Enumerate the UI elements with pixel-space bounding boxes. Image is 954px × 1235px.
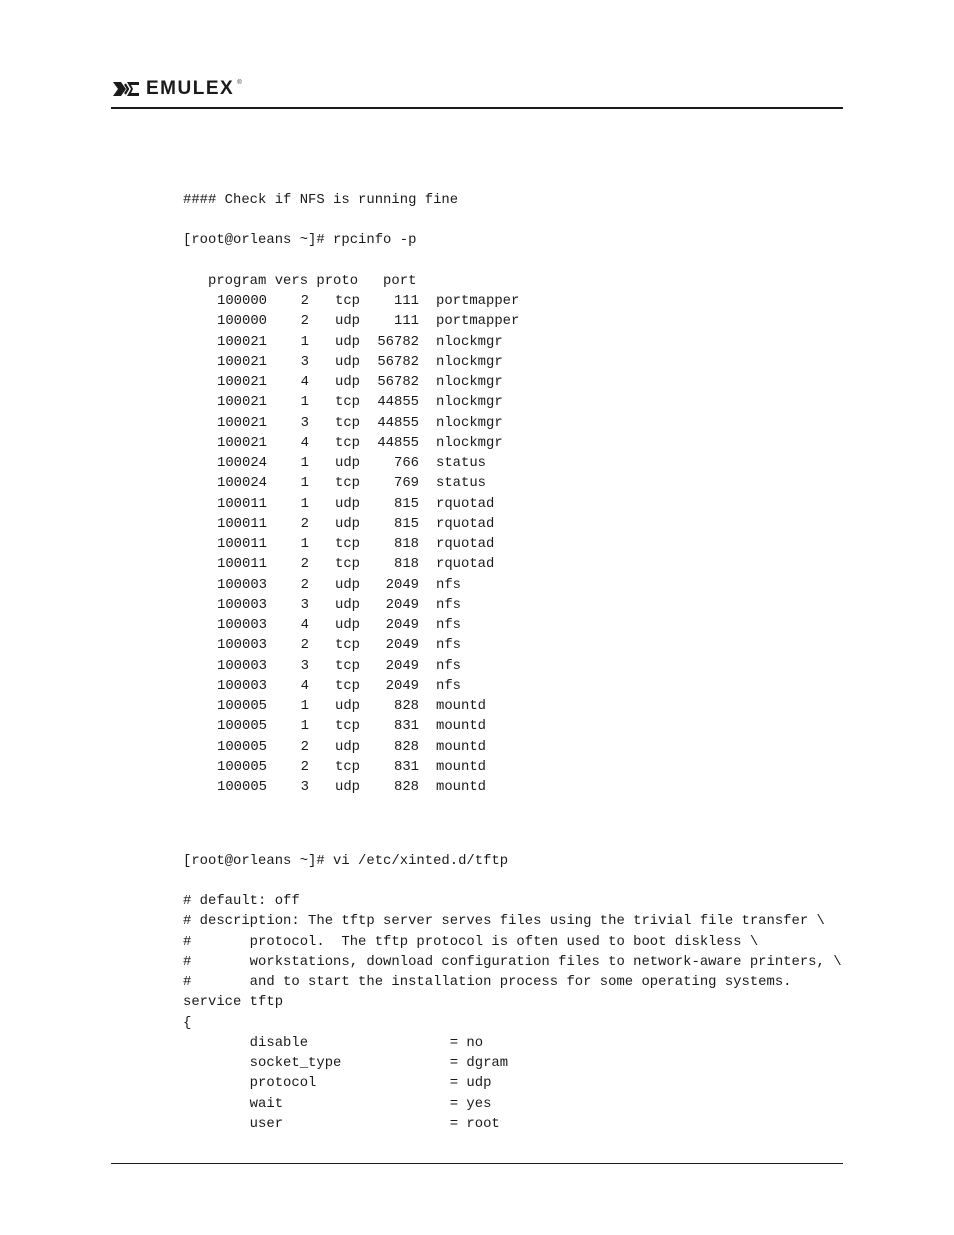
rpc-version: 1 [300,475,309,492]
rpc-port: 44855 [377,434,419,451]
rpc-program: 100021 [216,414,267,431]
rpc-program: 100005 [216,758,267,775]
rpc-table-row [183,514,519,534]
rpc-program: 100011 [216,556,267,573]
rpc-port: 828 [393,738,419,755]
vi-command: [root@orleans ~]# vi /etc/xinted.d/tftp [183,853,509,869]
rpc-program: 100011 [216,536,267,552]
rpc-port: 111 [393,313,419,330]
rpc-port: 828 [393,779,419,795]
rpc-service: nfs [436,677,462,694]
rpc-version: 1 [300,394,309,411]
rpc-version: 3 [300,779,309,795]
rpc-port: 769 [393,475,419,492]
rpc-version: 2 [300,293,309,309]
rpc-table-row [183,413,519,433]
rpc-port: 815 [393,515,419,532]
rpc-port: 2049 [385,677,419,694]
rpc-service: rquotad [436,515,495,532]
rpc-version: 4 [300,677,309,694]
logo-text: EMULEX [146,78,235,99]
rpc-service: nfs [436,617,462,633]
rpc-service: nfs [436,637,462,654]
rpc-protocol: tcp [334,394,360,411]
rpc-service: nfs [436,596,462,613]
rpc-table-row [183,332,519,352]
rpc-program: 100005 [216,718,267,735]
rpc-port: 818 [393,556,419,573]
rpc-version: 2 [300,576,309,593]
rpc-table-row [183,392,519,412]
rpc-version: 1 [300,536,309,552]
rpc-port: 56782 [377,353,419,370]
tftp-config-listing: # default: off # description: The tftp server serves files using the trivial file transfer \ # protocol. The tftp protocol is often used to boot diskless \ # workstations, download configuration files to network-aware printers, \ # and to start the installation process for some operating systems. service tftp { disable = no socket_type = dgram protocol = udp wait = yes user = root [183,893,842,1132]
rpc-service: rquotad [436,536,495,552]
rpc-program: 100003 [216,637,267,654]
rpc-service: nfs [436,576,462,593]
rpc-protocol: tcp [334,475,360,492]
rpc-port: 815 [393,495,419,512]
rpc-table-row [183,433,519,453]
rpc-program: 100011 [216,515,267,532]
rpc-port: 2049 [385,617,419,633]
rpc-version: 2 [300,313,309,330]
rpc-port: 831 [393,718,419,735]
rpc-service: nlockmgr [436,353,503,370]
rpc-service: portmapper [436,313,520,330]
rpc-table-row [183,575,519,595]
rpc-service: nlockmgr [436,374,503,390]
rpc-protocol: tcp [334,434,360,451]
rpc-port: 831 [393,758,419,775]
rpc-program: 100000 [216,313,267,330]
rpc-version: 1 [300,495,309,512]
rpc-table-row [183,352,519,372]
rpc-port: 2049 [385,637,419,654]
rpc-port: 2049 [385,576,419,593]
rpc-table-row [183,676,519,696]
rpc-port: 44855 [377,394,419,411]
logo-trademark: ® [237,80,242,86]
rpc-version: 4 [300,374,309,390]
rpc-service: mountd [436,738,487,755]
rpc-protocol: udp [334,455,360,471]
rpc-protocol: udp [334,738,360,755]
rpc-version: 1 [300,333,309,350]
rpc-program: 100003 [216,576,267,593]
rpc-protocol: tcp [334,556,360,573]
rpc-program: 100005 [216,698,267,714]
rpc-protocol: tcp [334,536,360,552]
rpcinfo-command: [root@orleans ~]# rpcinfo -p [183,232,417,248]
rpc-program: 100003 [216,657,267,674]
rpc-table-row [183,554,519,574]
rpc-protocol: tcp [334,758,360,775]
rpc-service: mountd [436,718,487,735]
rpc-version: 2 [300,738,309,755]
rpc-version: 3 [300,353,309,370]
rpc-protocol: udp [334,576,360,593]
rpc-program: 100003 [216,617,267,633]
rpc-protocol: udp [334,333,360,350]
rpc-service: mountd [436,698,487,714]
rpc-program: 100021 [216,434,267,451]
rpc-service: nlockmgr [436,414,503,431]
rpc-table-row [183,615,519,635]
rpc-service: nfs [436,657,462,674]
rpc-program: 100024 [216,475,267,492]
rpc-port: 828 [393,698,419,714]
rpc-service: portmapper [436,293,520,309]
rpc-version: 1 [300,455,309,471]
rpc-table-row [183,757,519,777]
rpc-version: 4 [300,434,309,451]
rpc-port: 56782 [377,333,419,350]
rpc-service: status [436,475,487,492]
rpc-program: 100021 [216,394,267,411]
rpc-version: 2 [300,556,309,573]
rpc-version: 4 [300,617,309,633]
rpc-protocol: tcp [334,677,360,694]
rpc-version: 3 [300,596,309,613]
rpc-port: 2049 [385,657,419,674]
rpc-version: 2 [300,637,309,654]
rpc-version: 2 [300,515,309,532]
rpc-protocol: udp [334,596,360,613]
rpc-program: 100005 [216,738,267,755]
rpc-program: 100021 [216,353,267,370]
rpc-service: status [436,455,487,471]
rpc-table-row [183,716,519,736]
rpc-protocol: udp [334,374,360,390]
rpc-table-row [183,777,519,797]
rpc-version: 2 [300,758,309,775]
rpc-protocol: udp [334,515,360,532]
rpc-protocol: udp [334,617,360,633]
emulex-logo [112,80,245,98]
rpc-table-row [183,291,519,311]
rpc-version: 3 [300,657,309,674]
rpc-program: 100003 [216,677,267,694]
rpc-program: 100000 [216,293,267,309]
nfs-check-comment: #### Check if NFS is running fine [183,192,459,208]
rpc-program: 100011 [216,495,267,512]
rpc-table-row [183,737,519,757]
rpc-table-row [183,534,519,554]
rpc-table [183,291,519,797]
rpc-table-row [183,656,519,676]
rpc-table-row [183,494,519,514]
rpc-table-row [183,473,519,493]
rpc-port: 818 [393,536,419,552]
header-rule [111,107,843,109]
rpc-table-row [183,311,519,331]
rpc-port: 111 [393,293,419,309]
rpc-protocol: udp [334,698,360,714]
rpc-table-row [183,635,519,655]
rpc-program: 100005 [216,779,267,795]
rpc-protocol: udp [334,353,360,370]
rpc-table-header: program vers proto port [183,273,417,289]
rpc-program: 100003 [216,596,267,613]
rpc-version: 1 [300,718,309,735]
rpc-table-row [183,696,519,716]
rpc-table-row [183,453,519,473]
rpc-protocol: udp [334,495,360,512]
rpc-port: 56782 [377,374,419,390]
rpc-protocol: tcp [334,637,360,654]
rpc-protocol: tcp [334,657,360,674]
rpc-service: nlockmgr [436,434,503,451]
rpc-protocol: udp [334,313,360,330]
rpc-service: nlockmgr [436,333,503,350]
rpc-service: rquotad [436,556,495,573]
rpc-table-row [183,595,519,615]
emulex-logo-icon [112,80,140,98]
rpc-service: mountd [436,758,487,775]
footer-rule [111,1163,843,1164]
rpc-service: mountd [436,779,487,795]
rpc-program: 100021 [216,333,267,350]
rpc-table-row [183,372,519,392]
rpc-service: nlockmgr [436,394,503,411]
rpc-service: rquotad [436,495,495,512]
rpc-port: 766 [393,455,419,471]
rpc-port: 2049 [385,596,419,613]
rpc-protocol: udp [334,779,360,795]
rpc-version: 3 [300,414,309,431]
rpc-program: 100021 [216,374,267,390]
rpc-protocol: tcp [334,718,360,735]
rpc-port: 44855 [377,414,419,431]
rpc-protocol: tcp [334,414,360,431]
rpc-version: 1 [300,698,309,714]
rpc-program: 100024 [216,455,267,471]
rpc-protocol: tcp [334,293,360,309]
